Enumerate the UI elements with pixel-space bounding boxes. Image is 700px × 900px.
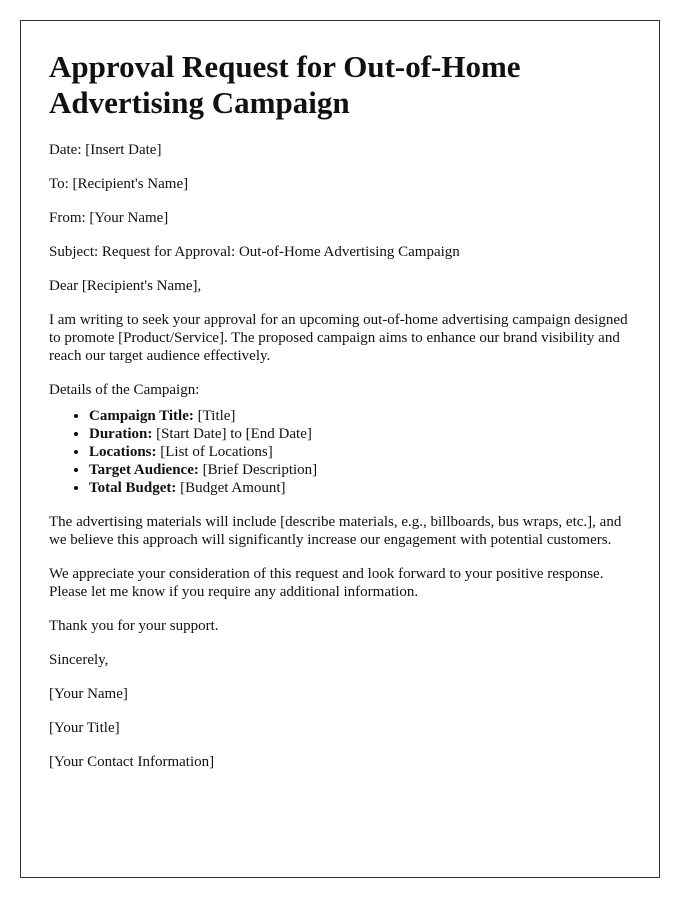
salutation: Dear [Recipient's Name], bbox=[49, 278, 202, 294]
detail-value: [Budget Amount] bbox=[176, 480, 286, 496]
details-heading: Details of the Campaign: bbox=[49, 382, 200, 398]
from-line: From: [Your Name] bbox=[49, 210, 169, 226]
detail-value: [List of Locations] bbox=[156, 444, 273, 460]
detail-value: [Start Date] to [End Date] bbox=[152, 426, 312, 442]
detail-item-campaign-title bbox=[89, 407, 631, 425]
detail-item-locations bbox=[89, 443, 631, 461]
signature-name: [Your Name] bbox=[49, 686, 128, 702]
closing-line: Sincerely, bbox=[49, 652, 109, 668]
detail-label: Duration: bbox=[89, 426, 153, 442]
detail-label: Target Audience: bbox=[89, 462, 199, 478]
materials-paragraph: The advertising materials will include [describe materials, e.g., billboards, bus wraps, etc.], and we believe this approach will significantly increase our engagement with potential customers. bbox=[49, 514, 622, 548]
letter-page bbox=[20, 20, 660, 878]
signature-title: [Your Title] bbox=[49, 720, 120, 736]
to-line: To: [Recipient's Name] bbox=[49, 176, 189, 192]
detail-label: Campaign Title: bbox=[89, 408, 194, 424]
subject-line: Subject: Request for Approval: Out-of-Home Advertising Campaign bbox=[49, 244, 460, 260]
details-list bbox=[49, 407, 631, 497]
letter-title: Approval Request for Out-of-Home Advertising Campaign bbox=[49, 49, 521, 120]
detail-item-duration bbox=[89, 425, 631, 443]
detail-label: Total Budget: bbox=[89, 480, 177, 496]
intro-paragraph: I am writing to seek your approval for an upcoming out-of-home advertising campaign designed to promote [Product/Service]. The proposed campaign aims to enhance our brand visibility and reach our target audience effectively. bbox=[49, 312, 628, 364]
detail-item-total-budget bbox=[89, 479, 631, 497]
appreciation-paragraph: We appreciate your consideration of this request and look forward to your positive response. Please let me know if you require any additional information. bbox=[49, 566, 604, 600]
detail-value: [Brief Description] bbox=[198, 462, 318, 478]
thanks-line: Thank you for your support. bbox=[49, 618, 219, 634]
detail-item-target-audience bbox=[89, 461, 631, 479]
detail-value: [Title] bbox=[193, 408, 236, 424]
signature-contact: [Your Contact Information] bbox=[49, 754, 215, 770]
date-line: Date: [Insert Date] bbox=[49, 142, 162, 158]
detail-label: Locations: bbox=[89, 444, 157, 460]
